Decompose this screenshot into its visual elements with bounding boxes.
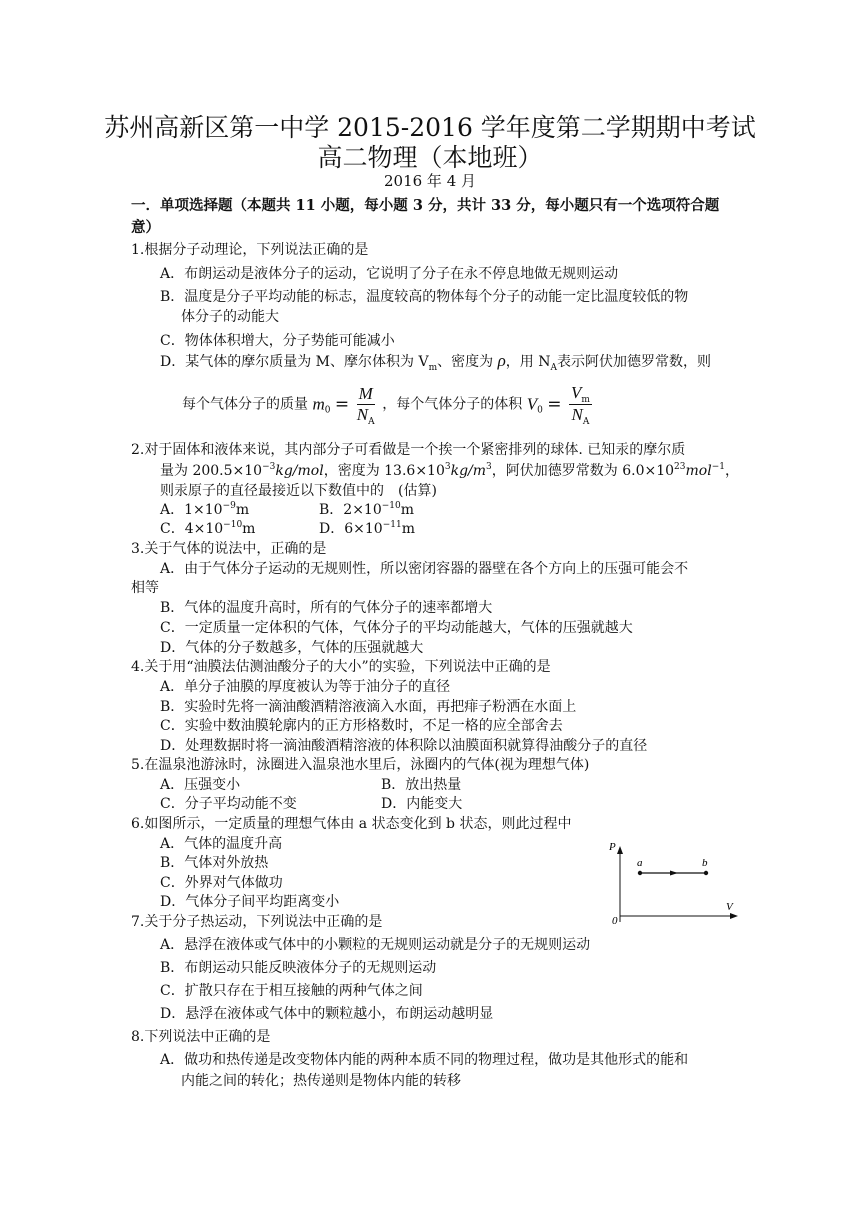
exam-subtitle: 高二物理（本地班） bbox=[317, 143, 543, 172]
q1-option-b-cont: 体分子的动能大 bbox=[181, 309, 279, 325]
exam-date: 2016 年 4 月 bbox=[383, 172, 477, 190]
q2-option-c: C．$4\times 10^{-10}m$ bbox=[160, 520, 256, 537]
q8-option-a-cont: 内能之间的转化；热传递则是物体内能的转移 bbox=[181, 1073, 461, 1089]
state-a-label: a bbox=[637, 857, 643, 869]
v-axis-label: V bbox=[726, 901, 733, 913]
q1-option-a: A．布朗运动是液体分子的运动，它说明了分子在永不停息地做无规则运动 bbox=[160, 266, 619, 282]
state-a-point bbox=[638, 871, 642, 875]
q1-option-c: C．物体体积增大，分子势能可能减小 bbox=[160, 333, 395, 349]
q5-stem: 5.在温泉池游泳时，泳圈进入温泉池水里后，泳圈内的气体(视为理想气体) bbox=[131, 757, 590, 773]
q5-option-d: D．内能变大 bbox=[381, 796, 463, 812]
q5-option-b: B．放出热量 bbox=[381, 777, 462, 793]
q5-option-a: A．压强变小 bbox=[160, 777, 241, 793]
q3-option-a-cont: 相等 bbox=[131, 580, 159, 596]
q4-option-a: A．单分子油膜的厚度被认为等于油分子的直径 bbox=[160, 679, 451, 695]
q5-option-c: C．分子平均动能不变 bbox=[160, 796, 297, 812]
q3-option-a: A．由于气体分子运动的无规则性，所以密闭容器的器壁在各个方向上的压强可能会不 bbox=[160, 561, 689, 577]
q1-option-b: B．温度是分子平均动能的标志，温度较高的物体每个分子的动能一定比温度较低的物 bbox=[160, 289, 689, 305]
section-heading: 一．单项选择题（本题共 11 小题，每小题 3 分，共计 33 分，每小题只有一个选项符合题 意） bbox=[131, 197, 720, 236]
q4-stem: 4.关于用“油膜法估测油酸分子的大小”的实验，下列说法中正确的是 bbox=[131, 659, 551, 675]
q7-option-a: A．悬浮在液体或气体中的小颗粒的无规则运动就是分子的无规则运动 bbox=[160, 937, 591, 953]
q6-option-d: D．气体分子间平均距离变小 bbox=[160, 894, 340, 910]
q3-option-d: D．气体的分子数越多，气体的压强就越大 bbox=[160, 640, 424, 656]
state-b-point bbox=[704, 871, 708, 875]
q6-option-a: A．气体的温度升高 bbox=[160, 836, 283, 852]
q3-option-c: C．一定质量一定体积的气体，气体分子的平均动能越大，气体的压强就越大 bbox=[160, 620, 633, 636]
q4-option-b: B．实验时先将一滴油酸酒精溶液滴入水面，再把痱子粉洒在水面上 bbox=[160, 699, 577, 715]
origin-label: 0 bbox=[612, 915, 618, 927]
q2-option-b: B．$2\times 10^{-10}m$ bbox=[319, 501, 415, 518]
q7-option-b: B．布朗运动只能反映液体分子的无规则运动 bbox=[160, 960, 437, 976]
q7-option-d: D．悬浮在液体或气体中的颗粒越小，布朗运动越明显 bbox=[160, 1006, 494, 1022]
p-axis-label: P bbox=[609, 841, 616, 853]
q6-option-c: C．外界对气体做功 bbox=[160, 875, 283, 891]
q4-option-c: C．实验中数油膜轮廓内的正方形格数时，不足一格的应全部舍去 bbox=[160, 718, 563, 734]
q4-option-d: D．处理数据时将一滴油酸酒精溶液的体积除以油膜面积就算得油酸分子的直径 bbox=[160, 738, 648, 754]
exam-title: 苏州高新区第一中学 2015-2016 学年度第二学期期中考试 bbox=[104, 113, 756, 142]
mass-fraction: $\frac{M}{N_A}$ bbox=[356, 383, 375, 427]
q8-option-a: A．做功和热传递是改变物体内能的两种本质不同的物理过程，做功是其他形式的能和 bbox=[160, 1052, 689, 1068]
q8-stem: 8.下列说法中正确的是 bbox=[131, 1029, 271, 1045]
p-axis-arrow bbox=[617, 846, 623, 854]
q2-stem-line3: 则汞原子的直径最接近以下数值中的 (估算) bbox=[160, 483, 437, 499]
q3-option-b: B．气体的温度升高时，所有的气体分子的速率都增大 bbox=[160, 600, 493, 616]
v-axis-arrow bbox=[730, 913, 738, 919]
q6-option-b: B．气体对外放热 bbox=[160, 855, 269, 871]
volume-fraction: $\frac{V_m}{N_A}$ bbox=[570, 383, 590, 427]
process-arrow bbox=[670, 871, 678, 876]
q2-stem-line2: 量为 $200.5\times 10^{-3}kg$/mol，密度为 $13.6\times 10^3kg/m^3$，阿伏加德罗常数为 $6.0\times 10^{23}mol^{-1}$， bbox=[160, 462, 739, 479]
q6-stem: 6.如图所示，一定质量的理想气体由 a 状态变化到 b 状态，则此过程中 bbox=[131, 816, 572, 832]
q1-stem: 1.根据分子动理论，下列说法正确的是 bbox=[131, 242, 369, 258]
q1-option-d-formula: 每个气体分子的质量 $m_0$ = $\frac{M}{N_A}$ ，每个气体分子的体积 $V_0$ = $\frac{V_m}{N_A}$ bbox=[182, 383, 590, 427]
q7-option-c: C．扩散只存在于相互接触的两种气体之间 bbox=[160, 983, 423, 999]
q2-stem: 2.对于固体和液体来说，其内部分子可看做是一个挨一个紧密排列的球体. 已知汞的摩尔质 bbox=[131, 442, 686, 458]
q7-stem: 7.关于分子热运动，下列说法中正确的是 bbox=[131, 914, 383, 930]
q2-option-a: A．$1\times 10^{-9}m$ bbox=[160, 501, 250, 518]
state-b-label: b bbox=[702, 857, 708, 869]
pv-diagram bbox=[604, 838, 744, 928]
q3-stem: 3.关于气体的说法中，正确的是 bbox=[131, 541, 327, 557]
q2-option-d: D．$6\times 10^{-11}m$ bbox=[319, 520, 415, 537]
q1-option-d: D．某气体的摩尔质量为 M、摩尔体积为 $V_m$、密度为 ρ，用 $N_A$表示阿伏加德罗常数，则 bbox=[160, 351, 711, 373]
